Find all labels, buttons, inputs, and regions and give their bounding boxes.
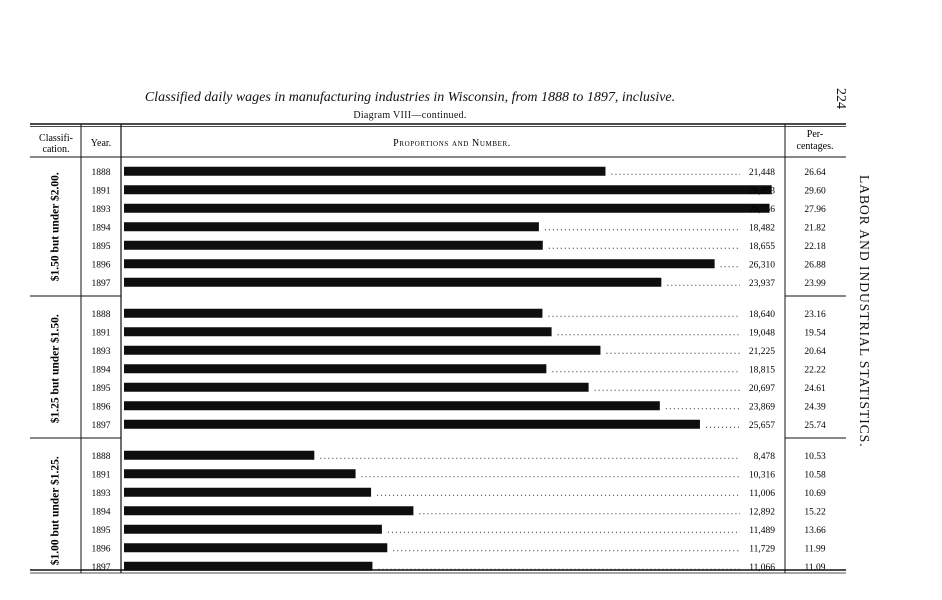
- year-label: 1896: [91, 544, 111, 555]
- bar: [124, 167, 605, 176]
- bar: [124, 327, 552, 336]
- number-label: 8,478: [753, 451, 775, 462]
- percentage-label: 23.16: [804, 309, 826, 320]
- bar: [124, 543, 387, 552]
- bar: [124, 204, 770, 213]
- classification-label: $1.50 but under $2.00.: [49, 172, 62, 282]
- classification-label: $1.25 but under $1.50.: [49, 314, 62, 424]
- year-label: 1888: [91, 309, 111, 320]
- bar: [124, 259, 715, 268]
- number-label: 23,937: [748, 278, 775, 289]
- number-label: 25,657: [748, 420, 775, 431]
- year-label: 1896: [91, 402, 111, 413]
- year-label: 1897: [91, 278, 111, 289]
- year-label: 1894: [91, 365, 111, 376]
- percentage-label: 13.66: [804, 525, 826, 536]
- bar: [124, 278, 661, 287]
- percentage-label: 10.53: [804, 451, 826, 462]
- year-label: 1895: [91, 525, 111, 536]
- year-label: 1894: [91, 507, 111, 518]
- percentage-label: 25.74: [804, 420, 826, 431]
- percentage-label: 11.09: [804, 562, 826, 573]
- number-label: 18,482: [748, 223, 775, 234]
- chart-title: Classified daily wages in manufacturing industries in Wisconsin, from 1888 to 1897, inclusive.: [144, 90, 676, 105]
- running-head: LABOR AND INDUSTRIAL STATISTICS.: [857, 175, 872, 448]
- number-label: 10,316: [748, 470, 775, 481]
- percentage-label: 26.88: [804, 260, 826, 271]
- bar: [124, 469, 356, 478]
- classification-label: $1.00 but under $1.25.: [49, 456, 62, 566]
- year-label: 1895: [91, 383, 111, 394]
- bar: [124, 364, 546, 373]
- bar: [124, 383, 589, 392]
- percentage-label: 10.58: [804, 470, 826, 481]
- number-label: 12,892: [748, 507, 775, 518]
- percentage-label: 22.22: [804, 365, 826, 376]
- header-proportions: Proportions and Number.: [393, 138, 511, 149]
- year-label: 1897: [91, 562, 111, 573]
- bar: [124, 222, 539, 231]
- year-label: 1888: [91, 167, 111, 178]
- percentage-label: 15.22: [804, 507, 826, 518]
- year-label: 1891: [91, 328, 111, 339]
- year-label: 1893: [91, 346, 111, 357]
- header-classification-line1: Classifi-: [39, 133, 73, 144]
- number-label: 19,048: [748, 328, 775, 339]
- year-label: 1888: [91, 451, 111, 462]
- number-label: 11,006: [749, 488, 775, 499]
- year-label: 1891: [91, 470, 111, 481]
- number-label: 26,310: [748, 260, 775, 271]
- header-year: Year.: [90, 138, 112, 149]
- bar: [124, 562, 372, 571]
- bar: [124, 185, 772, 194]
- number-label: 21,448: [748, 167, 775, 178]
- bar: [124, 506, 413, 515]
- year-label: 1891: [91, 186, 111, 197]
- number-label: 28,756: [748, 204, 775, 215]
- percentage-label: 20.64: [804, 346, 826, 357]
- percentage-label: 27.96: [804, 204, 826, 215]
- percentage-label: 29.60: [804, 186, 826, 197]
- bar: [124, 241, 543, 250]
- percentage-label: 23.99: [804, 278, 826, 289]
- bar: [124, 451, 314, 460]
- percentage-label: 22.18: [804, 241, 826, 252]
- number-label: 20,697: [748, 383, 775, 394]
- number-label: 11,489: [749, 525, 775, 536]
- bar: [124, 525, 382, 534]
- percentage-label: 11.99: [804, 544, 826, 555]
- header-classification-line2: cation.: [42, 144, 70, 155]
- percentage-label: 19.54: [804, 328, 826, 339]
- chart-subtitle: Diagram VIII—continued.: [353, 110, 467, 121]
- number-label: 18,815: [748, 365, 775, 376]
- number-label: 18,640: [748, 309, 775, 320]
- bar: [124, 420, 700, 429]
- year-label: 1896: [91, 260, 111, 271]
- page-number: 224: [833, 88, 848, 109]
- year-label: 1897: [91, 420, 111, 431]
- percentage-label: 24.39: [804, 402, 826, 413]
- percentage-label: 21.82: [804, 223, 826, 234]
- bar: [124, 488, 371, 497]
- header-percentages-line2: centages.: [796, 141, 834, 152]
- bar: [124, 309, 542, 318]
- header-percentages-line1: Per-: [806, 129, 824, 140]
- number-label: 11,729: [749, 544, 775, 555]
- year-label: 1894: [91, 223, 111, 234]
- percentage-label: 10.69: [804, 488, 826, 499]
- year-label: 1895: [91, 241, 111, 252]
- percentage-label: 24.61: [804, 383, 826, 394]
- bar: [124, 346, 600, 355]
- number-label: 11,066: [749, 562, 775, 573]
- bar: [124, 401, 660, 410]
- percentage-label: 26.64: [804, 167, 826, 178]
- number-label: 28,853: [748, 186, 775, 197]
- year-label: 1893: [91, 204, 111, 215]
- number-label: 21,225: [748, 346, 775, 357]
- year-label: 1893: [91, 488, 111, 499]
- number-label: 23,869: [748, 402, 775, 413]
- number-label: 18,655: [748, 241, 775, 252]
